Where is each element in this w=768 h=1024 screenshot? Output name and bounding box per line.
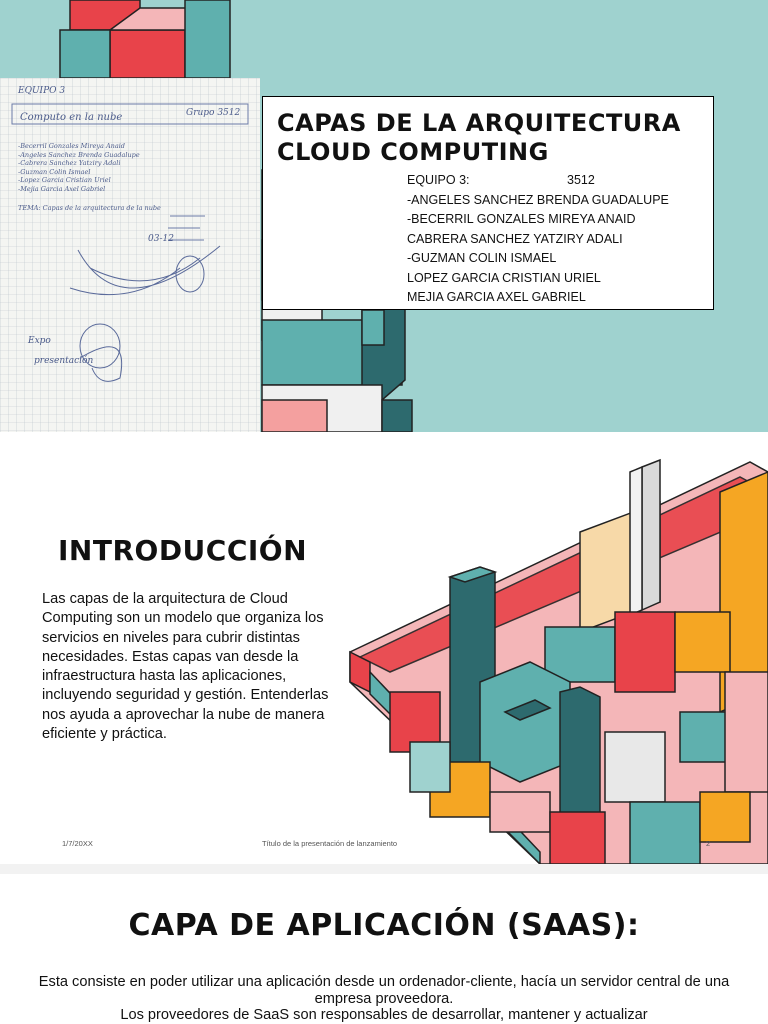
title-box [262,96,714,310]
team-label: EQUIPO 3: [407,173,470,187]
slide-divider [0,864,768,874]
intro-slide-artwork [330,432,768,864]
presentation-title: CAPAS DE LA ARQUITECTURA CLOUD COMPUTING [277,109,681,166]
paper-expo: Expo [28,336,51,346]
member-item: -ANGELES SANCHEZ BRENDA GUADALUPE [407,192,669,207]
title-slide [0,0,768,432]
saas-body-line: Los proveedores de SaaS son responsables de desarrollar, mantener y actualizar [120,1007,648,1023]
intro-title: INTRODUCCIÓN [58,534,308,567]
graph-paper-grid [0,78,260,432]
saas-slide [0,874,768,1024]
footer-date: 1/7/20XX [62,839,93,848]
team-number: 3512 [567,173,595,187]
paper-equipo: EQUIPO 3 [18,86,66,96]
saas-body [20,974,748,1024]
paper-subject: Computo en la nube [20,112,123,123]
member-item: -BECERRIL GONZALES MIREYA ANAID [407,212,636,226]
saas-body-line: Esta consiste en poder utilizar una aplicación desde un ordenador-cliente, hacía un servidor central de una empresa proveedora. [38,974,730,1007]
saas-title: CAPA DE APLICACIÓN (SAAS): [128,908,640,943]
page-number: 2 [706,839,711,848]
paper-date: 03-12 [148,234,174,244]
paper-presentacion: presentación [34,356,94,366]
member-item: -GUZMAN COLIN ISMAEL [407,251,557,265]
member-item: LOPEZ GARCIA CRISTIAN URIEL [407,270,601,285]
footer-title: Título de la presentación de lanzamiento [262,839,398,848]
intro-body: Las capas de la arquitectura de Cloud Computing son un modelo que organiza los servicios en niveles para cubrir distintas necesidades. Estas capas van desde la infraestructura hasta las aplicaciones, incluyendo seguridad y gestión. Entenderlas nos ayuda a aprovechar la nube de manera eficiente y práctica. [42,591,329,743]
member-item: MEJIA GARCIA AXEL GABRIEL [407,290,586,304]
intro-slide [0,432,768,864]
team-list [407,171,669,308]
paper-tema: TEMA: Capas de la arquitectura de la nube [18,204,161,212]
paper-grupo: Grupo 3512 [186,108,241,118]
member-item: CABRERA SANCHEZ YATZIRY ADALI [407,231,623,246]
paper-names: -Becerril Gonzales Mireya Anaid -Angeles Sanchez Brenda Guadalupe -Cabrera Sanchez Yatziry Adali -Guzman Colin Ismael -Lopez Garcia Cristian Uriel -Mejia Garcia Axel Gabriel [18,142,140,193]
handwritten-attendance-sheet [0,78,260,432]
